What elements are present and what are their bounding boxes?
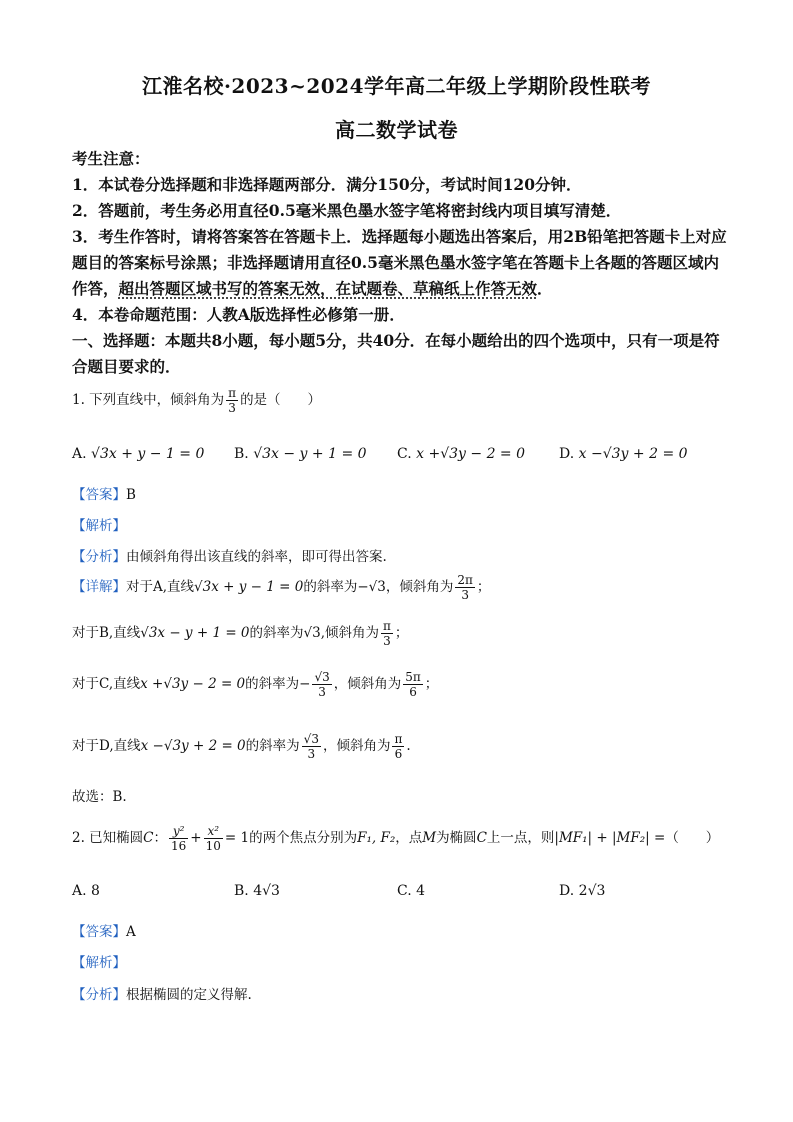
- notice-item-2: 2．答题前，考生务必用直径0.5毫米黑色墨水签字笔将密封线内项目填写清楚．: [72, 201, 622, 220]
- section-heading: 一、选择题：本题共8小题，每小题5分，共40分．在每小题给出的四个选项中，只有一项是符合题目要求的．: [72, 331, 720, 376]
- question-2-answer: 【答案】A: [72, 924, 136, 940]
- question-2-option-c: C. 4: [397, 883, 426, 899]
- notice-item-1: 1．本试卷分选择题和非选择题两部分．满分150分，考试时间120分钟．: [72, 175, 582, 194]
- question-1-stem: 1. 下列直线中，倾斜角为 $\frac{\pi}{3}$ 的是（ ）: [72, 386, 322, 415]
- fraction: $\frac{\pi}{3}$: [228, 386, 237, 415]
- notice-item-4: 4．本卷命题范围：人教A版选择性必修第一册．: [72, 305, 405, 324]
- question-1-option-d: D. x −√3y + 2 = 0: [559, 446, 688, 462]
- question-2-option-a: A. 8: [72, 883, 100, 899]
- exam-title: 江淮名校·2023~2024学年高二年级上学期阶段性联考: [141, 74, 652, 98]
- notice-heading: 考生注意：: [72, 149, 150, 168]
- question-1-analysis-label: 【解析】: [72, 518, 126, 534]
- question-1-option-a: A. √3x + y − 1 = 0: [72, 446, 205, 462]
- question-2-stem: 2. 已知椭圆C： $\frac{\text{y²}}{16}$ + $\frac{\text{x²}}{10}$ = 1的两个焦点分别为F₁, F₂，点M为椭圆C上一点，则|MF₁| + |MF₂| =（ ）: [72, 824, 720, 853]
- question-2-fenxi: 【分析】根据椭圆的定义得解.: [72, 987, 252, 1003]
- question-1-answer: 【答案】B: [72, 487, 136, 503]
- question-1-detail-c: 对于C,直线x +√3y − 2 = 0的斜率为− $\frac{√3}{3}$ ，倾斜角为 $\frac{5\pi}{6}$ ；: [72, 670, 439, 699]
- question-2-option-b: B. 4√3: [234, 883, 280, 899]
- exam-subtitle: 高二数学试卷: [335, 118, 458, 142]
- question-1-option-c: C. x +√3y − 2 = 0: [397, 446, 526, 462]
- question-1-fenxi: 【分析】由倾斜角得出该直线的斜率，即可得出答案.: [72, 549, 387, 565]
- notice-block: [72, 146, 732, 380]
- question-1-conclusion: 故选：B.: [72, 789, 127, 805]
- emphasis-dotted-text: 超出答题区域书写的答案无效，在试题卷、草稿纸上作答无效: [118, 279, 538, 298]
- notice-item-3: 3．考生作答时，请将答案答在答题卡上．选择题每小题选出答案后，用2B铅笔把答题卡上对应题目的答案标号涂黑；非选择题请用直径0.5毫米黑色墨水签字笔在答题卡上各题的答题区域内作答，超出答题区域书写的答案无效，在试题卷、草稿纸上作答无效．: [72, 227, 727, 298]
- question-1-detail-d: 对于D,直线x −√3y + 2 = 0的斜率为 $\frac{√3}{3}$ ，倾斜角为 $\frac{\pi}{6}$ .: [72, 732, 411, 761]
- question-1-option-b: B. √3x − y + 1 = 0: [234, 446, 367, 462]
- question-1-detail-a: 【详解】对于A,直线√3x + y − 1 = 0的斜率为−√3，倾斜角为 $\frac{2\pi}{3}$ ；: [72, 573, 491, 602]
- question-2-option-d: D. 2√3: [559, 883, 606, 899]
- question-1-detail-b: 对于B,直线√3x − y + 1 = 0的斜率为√3,倾斜角为 $\frac{\pi}{3}$ ；: [72, 619, 409, 648]
- question-2-analysis-label: 【解析】: [72, 955, 126, 971]
